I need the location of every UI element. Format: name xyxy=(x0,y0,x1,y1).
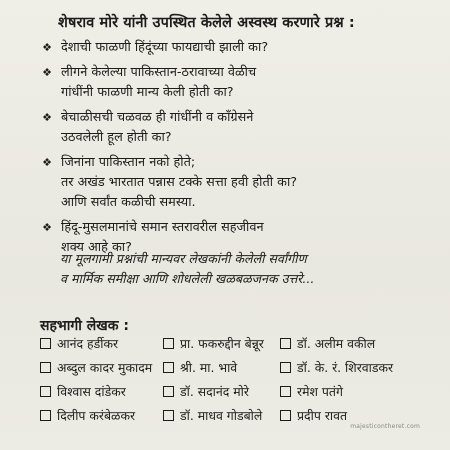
diamond-bullet-icon: ❖ xyxy=(42,41,52,54)
note-line: व मार्मिक समीक्षा आणि शोधलेली खळबळजनक उत्तरे... xyxy=(60,271,315,286)
question-line: लीगने केलेल्या पाकिस्तान-ठरावाच्या वेळीच xyxy=(61,65,257,80)
question-line: बेचाळीसची चळवळ ही गांधींनी व काँग्रेसने xyxy=(61,110,254,125)
checkbox-icon xyxy=(163,338,174,349)
question-item xyxy=(40,63,425,103)
page-heading: शेषराव मोरे यांनी उपस्थित केलेले अस्वस्थ करणारे प्रश्न : xyxy=(58,15,355,31)
contributors-grid xyxy=(40,334,425,425)
contributor-name: डॉ. सदानंद मोरे xyxy=(180,384,249,399)
site-watermark: majesticontheret.com xyxy=(350,423,420,430)
note-line: या मूलगामी प्रश्नांची मान्यवर लेखकांनी केलेली सर्वांगीण xyxy=(60,251,307,266)
contributor-item xyxy=(40,382,163,401)
diamond-bullet-icon: ❖ xyxy=(42,111,52,124)
checkbox-icon xyxy=(163,386,174,397)
contributor-item xyxy=(280,382,425,401)
checkbox-icon xyxy=(280,338,291,349)
question-item xyxy=(40,108,425,148)
checkbox-icon xyxy=(163,362,174,373)
checkbox-icon xyxy=(280,362,291,373)
diamond-bullet-icon: ❖ xyxy=(42,156,52,169)
contributor-item xyxy=(163,406,280,425)
checkbox-icon xyxy=(40,386,51,397)
contributor-name: आनंद हर्डीकर xyxy=(57,336,119,351)
question-text xyxy=(61,108,253,148)
contributors-title: सहभागी लेखक : xyxy=(40,318,129,334)
contributor-name: दिलीप करंबेळकर xyxy=(57,408,136,423)
contributor-name: डॉ. के. रं. शिरवाडकर xyxy=(297,360,394,375)
question-line: जिनांना पाकिस्तान नको होते; xyxy=(61,155,196,170)
summary-note xyxy=(60,249,314,289)
contributor-name: प्रदीप रावत xyxy=(297,408,348,423)
question-item xyxy=(40,153,425,213)
diamond-bullet-icon: ❖ xyxy=(42,221,52,234)
contributor-item xyxy=(163,358,280,377)
question-line: हिंदू-मुसलमानांचे समान स्तरावरील सहजीवन xyxy=(61,220,264,235)
checkbox-icon xyxy=(280,410,291,421)
checkbox-icon xyxy=(163,410,174,421)
contributor-item xyxy=(280,358,425,377)
contributor-item xyxy=(40,406,163,425)
contributor-name: डॉ. माधव गोडबोले xyxy=(180,408,263,423)
contributor-item xyxy=(280,334,425,353)
question-line: देशाची फाळणी हिंदूंच्या फायद्याची झाली का? xyxy=(61,40,269,55)
question-text xyxy=(61,153,297,213)
contributor-name: डॉ. अलीम वकील xyxy=(297,336,376,351)
question-line: उठवलेली हूल होती का? xyxy=(61,130,172,145)
contributor-item xyxy=(163,382,280,401)
question-line: आणि सर्वांत कळीची समस्या. xyxy=(61,195,196,210)
contributor-item xyxy=(40,358,163,377)
checkbox-icon xyxy=(40,410,51,421)
contributor-name: रमेश पतंगे xyxy=(297,384,343,399)
question-text xyxy=(61,63,256,103)
checkbox-icon xyxy=(40,338,51,349)
contributor-name: प्रा. फकरुद्दीन बेन्नूर xyxy=(180,336,264,351)
contributor-name: विश्वास दांडेकर xyxy=(57,384,126,399)
diamond-bullet-icon: ❖ xyxy=(42,66,52,79)
question-item xyxy=(40,38,425,58)
checkbox-icon xyxy=(280,386,291,397)
contributor-name: अब्दुल कादर मुकादम xyxy=(57,360,153,375)
question-text xyxy=(61,38,268,58)
checkbox-icon xyxy=(40,362,51,373)
question-line: गांधींनी फाळणी मान्य केली होती का? xyxy=(61,85,234,100)
contributor-item xyxy=(163,334,280,353)
question-line: शक्य आहे का? xyxy=(61,240,132,255)
question-list xyxy=(40,38,425,263)
question-line: तर अखंड भारतात पन्नास टक्के सत्ता हवी होती का? xyxy=(61,175,298,190)
contributor-item xyxy=(40,334,163,353)
contributor-name: श्री. मा. भावे xyxy=(180,360,238,375)
